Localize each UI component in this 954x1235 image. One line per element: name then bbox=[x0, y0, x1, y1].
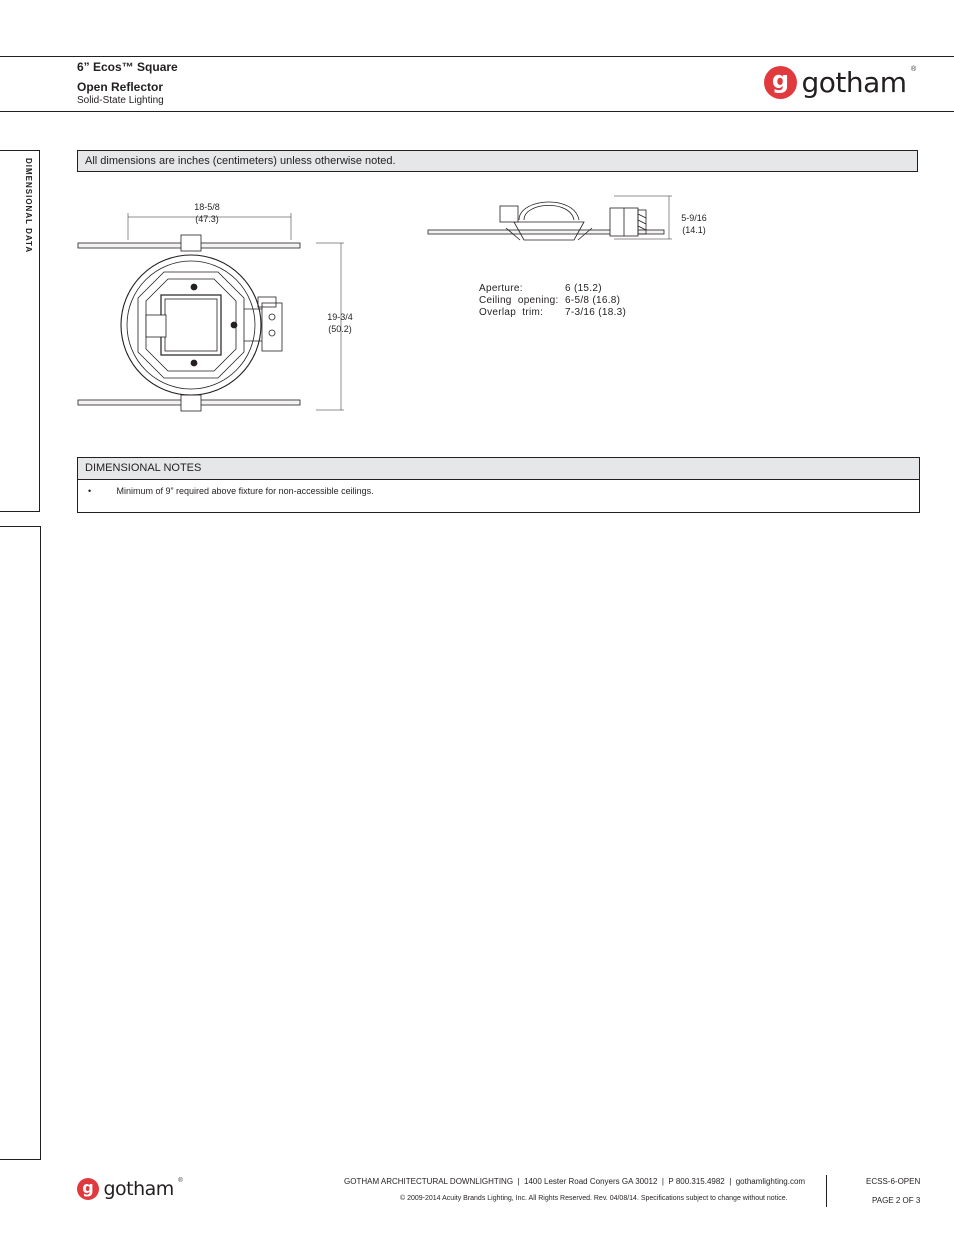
spec-row-ceiling-opening bbox=[479, 295, 630, 307]
side-tab-frame bbox=[0, 150, 40, 512]
spec-label: Ceiling opening: bbox=[479, 295, 559, 306]
side-height-dimension bbox=[670, 212, 718, 236]
spec-row-aperture bbox=[479, 283, 630, 295]
registered-mark: ® bbox=[178, 1178, 183, 1184]
registered-mark: ® bbox=[910, 66, 917, 73]
product-subtitle: Open Reflector bbox=[77, 80, 164, 94]
product-category: Solid-State Lighting bbox=[77, 95, 164, 106]
footer-logo bbox=[77, 1178, 183, 1202]
plan-height-cm: (50.2) bbox=[328, 324, 352, 334]
plan-height-dimension bbox=[316, 311, 364, 335]
side-height-cm: (14.1) bbox=[682, 225, 706, 235]
spec-label: Aperture: bbox=[479, 283, 523, 294]
gotham-logo-mark: g bbox=[764, 66, 797, 99]
footer-address: GOTHAM ARCHITECTURAL DOWNLIGHTING | 1400 Lester Road Conyers GA 30012 | P 800.315.4982 | gothamlighting.com bbox=[344, 1177, 806, 1186]
footer-divider bbox=[826, 1175, 827, 1207]
gotham-logo-word: gotham bbox=[103, 1178, 174, 1200]
dimensional-notes bbox=[77, 457, 920, 513]
note-text: Minimum of 9” required above fixture for non-accessible ceilings. bbox=[116, 486, 374, 496]
aperture-specs bbox=[479, 283, 630, 319]
plan-width-inches: 18-5/8 bbox=[194, 202, 220, 212]
notes-list-item bbox=[78, 480, 919, 496]
notes-heading: DIMENSIONAL NOTES bbox=[78, 458, 919, 480]
spec-value: 6-5/8 (16.8) bbox=[565, 295, 621, 306]
spec-value: 7-3/16 (18.3) bbox=[565, 307, 627, 318]
spec-label: Overlap trim: bbox=[479, 307, 544, 318]
spec-row-overlap-trim bbox=[479, 307, 630, 319]
plan-width-cm: (47.3) bbox=[195, 214, 219, 224]
side-tab-label: DIMENSIONAL DATA bbox=[24, 158, 33, 254]
plan-width-dimension bbox=[182, 201, 232, 225]
gotham-logo bbox=[764, 66, 916, 100]
product-title: 6” Ecos™ Square bbox=[77, 60, 178, 74]
units-notice: All dimensions are inches (centimeters) unless otherwise noted. bbox=[77, 150, 918, 172]
side-height-inches: 5-9/16 bbox=[681, 213, 707, 223]
product-code: ECSS-6-OPEN bbox=[866, 1177, 921, 1186]
footer-copyright: © 2009-2014 Acuity Brands Lighting, Inc. All Rights Reserved. Rev. 04/08/14. Specifications subject to change without notice. bbox=[400, 1195, 788, 1202]
header-bottom-rule bbox=[0, 111, 954, 112]
page-number: PAGE 2 OF 3 bbox=[872, 1196, 921, 1205]
bullet-icon: • bbox=[88, 486, 92, 496]
spec-value: 6 (15.2) bbox=[565, 283, 602, 294]
gotham-logo-word: gotham bbox=[801, 66, 907, 99]
side-tab-frame-lower bbox=[0, 526, 41, 1160]
plan-height-inches: 19-3/4 bbox=[327, 312, 353, 322]
gotham-logo-mark: g bbox=[77, 1178, 99, 1200]
header-top-rule bbox=[0, 56, 954, 57]
side-view-drawing bbox=[424, 188, 674, 244]
